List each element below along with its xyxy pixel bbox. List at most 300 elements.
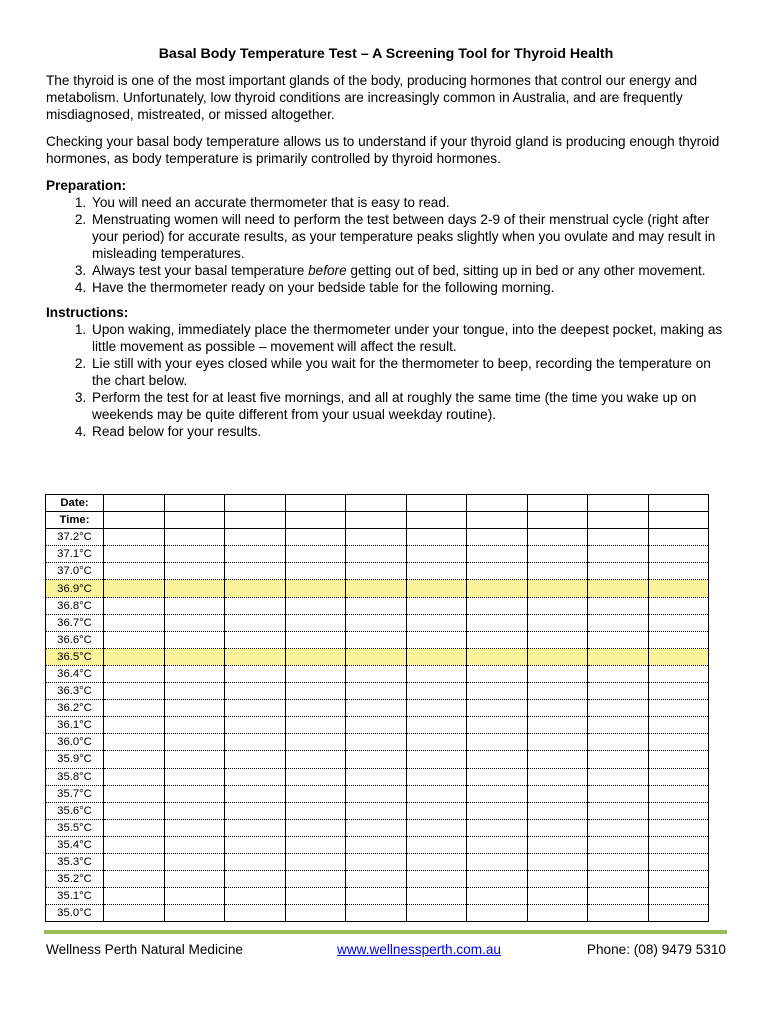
chart-cell[interactable] [467, 888, 528, 905]
chart-cell[interactable] [346, 665, 407, 682]
chart-cell[interactable] [467, 700, 528, 717]
chart-cell[interactable] [285, 785, 346, 802]
chart-cell[interactable] [164, 580, 225, 597]
chart-cell[interactable] [648, 853, 709, 870]
chart-cell[interactable] [285, 683, 346, 700]
chart-cell[interactable] [285, 819, 346, 836]
chart-cell[interactable] [104, 631, 165, 648]
chart-cell[interactable] [406, 529, 467, 546]
footer-phone: Phone: (08) 9479 5310 [586, 942, 726, 957]
chart-row-temp-363 [46, 683, 709, 700]
chart-row-temp-355 [46, 819, 709, 836]
chart-cell[interactable] [104, 751, 165, 768]
chart-cell[interactable] [104, 717, 165, 734]
chart-cell[interactable] [467, 836, 528, 853]
instruction-item: 4. Read below for your results. [90, 423, 726, 440]
row-label: 35.1°C [46, 888, 104, 905]
chart-cell[interactable] [346, 580, 407, 597]
chart-cell[interactable] [648, 836, 709, 853]
chart-cell[interactable] [225, 529, 286, 546]
chart-cell[interactable] [648, 905, 709, 922]
chart-cell[interactable] [104, 802, 165, 819]
chart-cell[interactable] [527, 785, 588, 802]
chart-cell[interactable] [285, 512, 346, 529]
chart-cell[interactable] [648, 580, 709, 597]
chart-cell[interactable] [648, 871, 709, 888]
row-label: 35.7°C [46, 785, 104, 802]
chart-cell[interactable] [648, 751, 709, 768]
chart-cell[interactable] [588, 512, 649, 529]
chart-cell[interactable] [285, 614, 346, 631]
chart-row-temp-351 [46, 888, 709, 905]
chart-cell[interactable] [527, 683, 588, 700]
chart-cell[interactable] [648, 495, 709, 512]
chart-cell[interactable] [406, 905, 467, 922]
chart-cell[interactable] [588, 614, 649, 631]
chart-cell[interactable] [527, 768, 588, 785]
chart-cell[interactable] [164, 648, 225, 665]
chart-cell[interactable] [104, 819, 165, 836]
chart-cell[interactable] [285, 802, 346, 819]
row-label: Time: [46, 512, 104, 529]
chart-cell[interactable] [588, 888, 649, 905]
chart-cell[interactable] [588, 631, 649, 648]
chart-cell[interactable] [346, 768, 407, 785]
preparation-heading: Preparation: [46, 178, 127, 193]
chart-cell[interactable] [527, 614, 588, 631]
chart-cell[interactable] [346, 563, 407, 580]
chart-cell[interactable] [588, 495, 649, 512]
chart-cell[interactable] [285, 717, 346, 734]
chart-row-temp-354 [46, 836, 709, 853]
chart-cell[interactable] [588, 717, 649, 734]
chart-cell[interactable] [104, 871, 165, 888]
chart-cell[interactable] [467, 683, 528, 700]
chart-cell[interactable] [346, 683, 407, 700]
chart-cell[interactable] [648, 802, 709, 819]
chart-cell[interactable] [285, 597, 346, 614]
chart-cell[interactable] [527, 529, 588, 546]
chart-cell[interactable] [346, 546, 407, 563]
chart-row-temp-366 [46, 631, 709, 648]
chart-cell[interactable] [285, 836, 346, 853]
chart-cell[interactable] [588, 648, 649, 665]
chart-cell[interactable] [527, 836, 588, 853]
chart-cell[interactable] [527, 734, 588, 751]
chart-cell[interactable] [648, 614, 709, 631]
chart-cell[interactable] [104, 563, 165, 580]
chart-cell[interactable] [467, 785, 528, 802]
chart-cell[interactable] [588, 853, 649, 870]
chart-cell[interactable] [104, 665, 165, 682]
chart-cell[interactable] [225, 665, 286, 682]
chart-cell[interactable] [225, 717, 286, 734]
chart-row-temp-359 [46, 751, 709, 768]
chart-cell[interactable] [527, 717, 588, 734]
chart-cell[interactable] [527, 648, 588, 665]
chart-row-temp-372 [46, 529, 709, 546]
chart-cell[interactable] [346, 751, 407, 768]
chart-cell[interactable] [467, 614, 528, 631]
chart-cell[interactable] [648, 563, 709, 580]
chart-cell[interactable] [346, 631, 407, 648]
chart-cell[interactable] [346, 648, 407, 665]
instructions-heading: Instructions: [46, 305, 129, 320]
chart-cell[interactable] [164, 802, 225, 819]
chart-cell[interactable] [285, 546, 346, 563]
chart-cell[interactable] [467, 665, 528, 682]
chart-cell[interactable] [104, 785, 165, 802]
chart-cell[interactable] [346, 871, 407, 888]
chart-cell[interactable] [648, 888, 709, 905]
chart-cell[interactable] [467, 631, 528, 648]
chart-cell[interactable] [406, 614, 467, 631]
chart-cell[interactable] [588, 597, 649, 614]
chart-cell[interactable] [225, 700, 286, 717]
preparation-item [90, 262, 726, 279]
chart-cell[interactable] [164, 495, 225, 512]
chart-cell[interactable] [467, 717, 528, 734]
chart-cell[interactable] [104, 529, 165, 546]
row-label: 35.3°C [46, 853, 104, 870]
chart-row-temp-370 [46, 563, 709, 580]
chart-cell[interactable] [164, 785, 225, 802]
chart-cell[interactable] [346, 597, 407, 614]
chart-cell[interactable] [285, 768, 346, 785]
chart-cell[interactable] [225, 836, 286, 853]
chart-cell[interactable] [225, 683, 286, 700]
chart-row-temp-364 [46, 665, 709, 682]
intro-paragraph-2: Checking your basal body temperature allows us to understand if your thyroid gland is producing enough thyroid hormones, as body temperature is primarily controlled by thyroid hormones. [46, 134, 720, 166]
chart-cell[interactable] [406, 495, 467, 512]
chart-cell[interactable] [285, 700, 346, 717]
chart-row-temp-371 [46, 546, 709, 563]
chart-cell[interactable] [346, 836, 407, 853]
row-label: Date: [46, 495, 104, 512]
temperature-table [45, 494, 709, 922]
chart-cell[interactable] [225, 768, 286, 785]
chart-cell[interactable] [164, 717, 225, 734]
chart-cell[interactable] [588, 700, 649, 717]
chart-cell[interactable] [225, 495, 286, 512]
chart-cell[interactable] [406, 648, 467, 665]
chart-cell[interactable] [346, 802, 407, 819]
chart-cell[interactable] [467, 563, 528, 580]
chart-cell[interactable] [527, 871, 588, 888]
chart-cell[interactable] [225, 512, 286, 529]
chart-cell[interactable] [104, 888, 165, 905]
row-label: 35.2°C [46, 871, 104, 888]
chart-cell[interactable] [104, 853, 165, 870]
chart-cell[interactable] [406, 580, 467, 597]
chart-cell[interactable] [104, 683, 165, 700]
row-label: 36.1°C [46, 717, 104, 734]
chart-cell[interactable] [588, 529, 649, 546]
chart-cell[interactable] [225, 597, 286, 614]
chart-cell[interactable] [648, 665, 709, 682]
chart-cell[interactable] [406, 597, 467, 614]
chart-cell[interactable] [225, 871, 286, 888]
chart-cell[interactable] [467, 512, 528, 529]
chart-cell[interactable] [104, 905, 165, 922]
chart-cell[interactable] [164, 819, 225, 836]
chart-cell[interactable] [285, 580, 346, 597]
chart-cell[interactable] [285, 905, 346, 922]
chart-cell[interactable] [648, 683, 709, 700]
chart-cell[interactable] [406, 546, 467, 563]
chart-cell[interactable] [164, 888, 225, 905]
chart-cell[interactable] [285, 888, 346, 905]
chart-cell[interactable] [588, 546, 649, 563]
row-label: 36.3°C [46, 683, 104, 700]
chart-cell[interactable] [406, 563, 467, 580]
chart-cell[interactable] [648, 648, 709, 665]
chart-cell[interactable] [225, 563, 286, 580]
chart-cell[interactable] [527, 888, 588, 905]
chart-cell[interactable] [104, 648, 165, 665]
chart-cell[interactable] [104, 597, 165, 614]
chart-cell[interactable] [527, 512, 588, 529]
chart-cell[interactable] [588, 785, 649, 802]
chart-cell[interactable] [406, 853, 467, 870]
chart-cell[interactable] [285, 563, 346, 580]
chart-cell[interactable] [467, 734, 528, 751]
chart-cell[interactable] [104, 836, 165, 853]
chart-cell[interactable] [648, 512, 709, 529]
chart-cell[interactable] [346, 905, 407, 922]
chart-cell[interactable] [225, 734, 286, 751]
chart-cell[interactable] [285, 495, 346, 512]
chart-cell[interactable] [406, 871, 467, 888]
chart-cell[interactable] [225, 751, 286, 768]
chart-cell[interactable] [225, 648, 286, 665]
chart-cell[interactable] [588, 563, 649, 580]
row-label: 37.2°C [46, 529, 104, 546]
chart-cell[interactable] [527, 665, 588, 682]
chart-cell[interactable] [164, 529, 225, 546]
chart-cell[interactable] [225, 888, 286, 905]
chart-cell[interactable] [588, 905, 649, 922]
chart-cell[interactable] [527, 853, 588, 870]
chart-cell[interactable] [527, 905, 588, 922]
chart-cell[interactable] [225, 819, 286, 836]
chart-cell[interactable] [527, 802, 588, 819]
chart-cell[interactable] [406, 631, 467, 648]
row-label: 37.0°C [46, 563, 104, 580]
chart-cell[interactable] [406, 768, 467, 785]
chart-cell[interactable] [648, 717, 709, 734]
chart-cell[interactable] [346, 495, 407, 512]
row-label: 35.9°C [46, 751, 104, 768]
chart-cell[interactable] [164, 563, 225, 580]
chart-cell[interactable] [467, 871, 528, 888]
chart-cell[interactable] [588, 836, 649, 853]
row-label: 36.9°C [46, 580, 104, 597]
chart-cell[interactable] [588, 802, 649, 819]
preparation-item-text: Always test your basal temperature [92, 263, 309, 278]
chart-cell[interactable] [588, 768, 649, 785]
chart-cell[interactable] [406, 785, 467, 802]
chart-cell[interactable] [164, 836, 225, 853]
chart-cell[interactable] [346, 734, 407, 751]
chart-cell[interactable] [164, 871, 225, 888]
chart-cell[interactable] [648, 734, 709, 751]
row-label: 35.4°C [46, 836, 104, 853]
chart-cell[interactable] [527, 700, 588, 717]
chart-cell[interactable] [164, 734, 225, 751]
chart-cell[interactable] [527, 631, 588, 648]
chart-cell[interactable] [467, 546, 528, 563]
chart-cell[interactable] [164, 905, 225, 922]
chart-cell[interactable] [406, 512, 467, 529]
row-label: 35.6°C [46, 802, 104, 819]
chart-cell[interactable] [527, 546, 588, 563]
chart-cell[interactable] [648, 785, 709, 802]
chart-cell[interactable] [467, 905, 528, 922]
chart-cell[interactable] [588, 580, 649, 597]
chart-cell[interactable] [467, 802, 528, 819]
chart-cell[interactable] [648, 529, 709, 546]
row-label: 36.5°C [46, 648, 104, 665]
chart-cell[interactable] [467, 580, 528, 597]
chart-cell[interactable] [648, 597, 709, 614]
chart-cell[interactable] [346, 853, 407, 870]
chart-cell[interactable] [104, 546, 165, 563]
chart-cell[interactable] [346, 614, 407, 631]
chart-cell[interactable] [648, 819, 709, 836]
chart-cell[interactable] [346, 512, 407, 529]
chart-cell[interactable] [406, 717, 467, 734]
chart-cell[interactable] [346, 700, 407, 717]
chart-cell[interactable] [104, 700, 165, 717]
chart-cell[interactable] [346, 819, 407, 836]
chart-cell[interactable] [588, 751, 649, 768]
chart-cell[interactable] [285, 631, 346, 648]
footer-website-link[interactable]: www.wellnessperth.com.au [337, 942, 501, 957]
chart-cell[interactable] [164, 768, 225, 785]
chart-cell[interactable] [527, 495, 588, 512]
row-label: 36.4°C [46, 665, 104, 682]
chart-cell[interactable] [285, 751, 346, 768]
preparation-list [46, 194, 726, 296]
chart-cell[interactable] [588, 665, 649, 682]
chart-cell[interactable] [467, 648, 528, 665]
chart-cell[interactable] [164, 614, 225, 631]
chart-cell[interactable] [406, 819, 467, 836]
chart-cell[interactable] [104, 614, 165, 631]
chart-cell[interactable] [406, 751, 467, 768]
chart-cell[interactable] [346, 888, 407, 905]
chart-cell[interactable] [285, 648, 346, 665]
chart-cell[interactable] [285, 529, 346, 546]
chart-cell[interactable] [104, 768, 165, 785]
chart-cell[interactable] [104, 580, 165, 597]
chart-cell[interactable] [225, 631, 286, 648]
intro-paragraph-1: The thyroid is one of the most important glands of the body, producing hormones that control our energy and metabolism. Unfortunately, low thyroid conditions are increasingly common in Australia, and are frequently misdiagnosed, mistreated, or missed altogether. [46, 73, 698, 122]
instruction-item: 2. Lie still with your eyes closed while you wait for the thermometer to beep, recording the temperature on the chart below. [90, 355, 726, 389]
chart-cell[interactable] [225, 580, 286, 597]
chart-cell[interactable] [164, 512, 225, 529]
chart-cell[interactable] [527, 580, 588, 597]
chart-cell[interactable] [164, 546, 225, 563]
chart-cell[interactable] [346, 785, 407, 802]
chart-cell[interactable] [285, 853, 346, 870]
chart-cell[interactable] [648, 546, 709, 563]
chart-cell[interactable] [406, 700, 467, 717]
chart-cell[interactable] [467, 495, 528, 512]
chart-cell[interactable] [285, 665, 346, 682]
chart-cell[interactable] [164, 751, 225, 768]
chart-cell[interactable] [164, 631, 225, 648]
chart-cell[interactable] [225, 546, 286, 563]
chart-cell[interactable] [648, 631, 709, 648]
chart-cell[interactable] [406, 836, 467, 853]
chart-cell[interactable] [406, 734, 467, 751]
chart-cell[interactable] [104, 734, 165, 751]
chart-cell[interactable] [467, 529, 528, 546]
chart-cell[interactable] [225, 785, 286, 802]
chart-cell[interactable] [527, 819, 588, 836]
chart-cell[interactable] [588, 871, 649, 888]
chart-cell[interactable] [164, 853, 225, 870]
chart-row-date [46, 495, 709, 512]
footer-divider [44, 930, 727, 934]
chart-cell[interactable] [467, 853, 528, 870]
chart-cell[interactable] [164, 683, 225, 700]
chart-cell[interactable] [467, 751, 528, 768]
chart-cell[interactable] [225, 853, 286, 870]
chart-cell[interactable] [104, 495, 165, 512]
chart-cell[interactable] [648, 768, 709, 785]
chart-cell[interactable] [346, 529, 407, 546]
row-label: 36.0°C [46, 734, 104, 751]
chart-cell[interactable] [527, 751, 588, 768]
chart-cell[interactable] [588, 683, 649, 700]
chart-cell[interactable] [467, 819, 528, 836]
chart-cell[interactable] [588, 734, 649, 751]
chart-cell[interactable] [527, 597, 588, 614]
chart-cell[interactable] [406, 683, 467, 700]
chart-cell[interactable] [467, 597, 528, 614]
chart-row-temp-356 [46, 802, 709, 819]
chart-row-temp-365 [46, 648, 709, 665]
chart-cell[interactable] [164, 597, 225, 614]
chart-cell[interactable] [104, 512, 165, 529]
preparation-item: 1. You will need an accurate thermometer that is easy to read. [90, 194, 726, 211]
chart-cell[interactable] [527, 563, 588, 580]
chart-cell[interactable] [346, 717, 407, 734]
chart-cell[interactable] [225, 905, 286, 922]
chart-cell[interactable] [225, 802, 286, 819]
instructions-list [46, 321, 726, 440]
chart-cell[interactable] [588, 819, 649, 836]
chart-cell[interactable] [285, 871, 346, 888]
chart-cell[interactable] [164, 700, 225, 717]
chart-cell[interactable] [406, 665, 467, 682]
chart-cell[interactable] [225, 614, 286, 631]
chart-cell[interactable] [467, 768, 528, 785]
chart-cell[interactable] [406, 802, 467, 819]
chart-cell[interactable] [164, 665, 225, 682]
chart-cell[interactable] [406, 888, 467, 905]
row-label: 35.5°C [46, 819, 104, 836]
chart-cell[interactable] [285, 734, 346, 751]
row-label: 36.2°C [46, 700, 104, 717]
footer [46, 942, 726, 962]
chart-cell[interactable] [648, 700, 709, 717]
preparation-item-text: getting out of bed, sitting up in bed or any other movement. [346, 263, 706, 278]
chart-row-temp-367 [46, 614, 709, 631]
